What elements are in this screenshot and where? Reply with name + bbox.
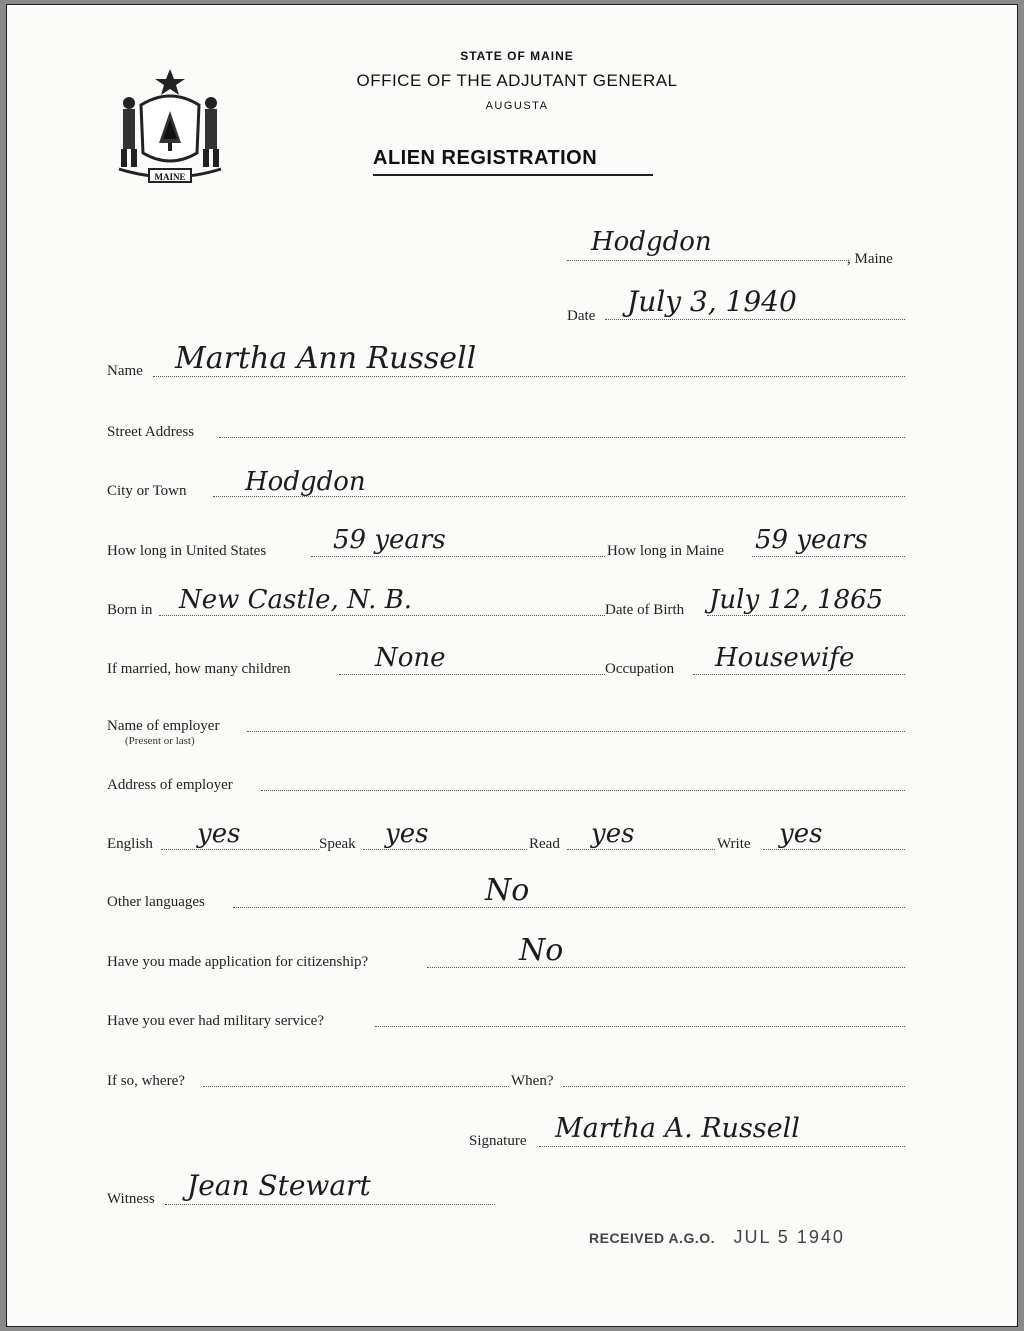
citizenship-line xyxy=(427,967,905,968)
city-heading: AUGUSTA xyxy=(485,100,549,112)
date-line xyxy=(605,319,905,320)
maine-state-seal xyxy=(111,65,229,185)
seal-lettering: MAINE xyxy=(154,172,186,182)
how-long-us-label: How long in United States xyxy=(107,543,267,559)
how-long-us-value: 59 years xyxy=(333,525,446,555)
date-label: Date xyxy=(567,308,596,324)
witness-line xyxy=(165,1204,495,1205)
occupation-value: Housewife xyxy=(715,643,855,673)
citizenship-value: No xyxy=(519,933,564,968)
speak-value: yes xyxy=(385,819,429,849)
read-line xyxy=(567,849,715,850)
employer-address-label: Address of employer xyxy=(107,777,233,793)
city-value: Hodgdon xyxy=(245,467,366,497)
born-in-value: New Castle, N. B. xyxy=(179,585,413,615)
speak-label: Speak xyxy=(319,836,356,852)
when-line xyxy=(563,1086,905,1087)
where-line xyxy=(203,1086,509,1087)
where-label: If so, where? xyxy=(107,1073,185,1089)
town-value: Hodgdon xyxy=(591,227,712,257)
witness-value: Jean Stewart xyxy=(187,1169,371,1202)
other-languages-value: No xyxy=(485,873,530,908)
speak-line xyxy=(363,849,527,850)
name-value: Martha Ann Russell xyxy=(175,341,477,376)
born-in-line xyxy=(159,615,605,616)
read-value: yes xyxy=(591,819,635,849)
read-label: Read xyxy=(529,836,560,852)
received-stamp xyxy=(589,1227,845,1248)
signature-line xyxy=(539,1146,905,1147)
office-heading: OFFICE OF THE ADJUTANT GENERAL xyxy=(356,71,678,90)
military-line xyxy=(375,1026,905,1027)
english-line xyxy=(161,849,319,850)
how-long-maine-label: How long in Maine xyxy=(607,543,725,559)
other-languages-line xyxy=(233,907,905,908)
military-label: Have you ever had military service? xyxy=(107,1013,324,1029)
children-value: None xyxy=(375,643,446,673)
street-label: Street Address xyxy=(107,424,195,440)
other-languages-label: Other languages xyxy=(107,894,205,910)
dob-line xyxy=(707,615,905,616)
title-underline xyxy=(373,174,653,176)
state-heading: STATE OF MAINE xyxy=(460,49,574,63)
name-line xyxy=(153,376,905,377)
maine-label: , Maine xyxy=(847,251,893,267)
received-stamp-date: JUL 5 1940 xyxy=(733,1227,845,1247)
employer-label: Name of employer xyxy=(107,718,220,734)
signature-value: Martha A. Russell xyxy=(555,1113,800,1144)
dob-value: July 12, 1865 xyxy=(709,585,884,615)
how-long-maine-value: 59 years xyxy=(755,525,868,555)
employer-sublabel: (Present or last) xyxy=(125,735,195,747)
employer-address-line xyxy=(261,790,905,791)
city-label: City or Town xyxy=(107,483,187,499)
write-line xyxy=(763,849,905,850)
children-label: If married, how many children xyxy=(107,661,291,677)
dob-label: Date of Birth xyxy=(605,602,685,618)
date-value: July 3, 1940 xyxy=(627,285,797,318)
received-stamp-text: RECEIVED A.G.O. xyxy=(589,1230,716,1246)
when-label: When? xyxy=(511,1073,554,1089)
citizenship-label: Have you made application for citizenship? xyxy=(107,954,369,970)
english-value: yes xyxy=(197,819,241,849)
how-long-us-line xyxy=(311,556,605,557)
street-line xyxy=(219,437,905,438)
occupation-line xyxy=(693,674,905,675)
signature-label: Signature xyxy=(469,1133,527,1149)
form-title: ALIEN REGISTRATION xyxy=(373,147,598,169)
employer-line xyxy=(247,731,905,732)
write-label: Write xyxy=(717,836,751,852)
registration-form xyxy=(6,4,1018,1327)
occupation-label: Occupation xyxy=(605,661,675,677)
english-label: English xyxy=(107,836,153,852)
write-value: yes xyxy=(779,819,823,849)
town-line xyxy=(567,260,849,261)
witness-label: Witness xyxy=(107,1191,155,1207)
name-label: Name xyxy=(107,363,143,379)
born-in-label: Born in xyxy=(107,602,153,618)
how-long-maine-line xyxy=(752,556,905,557)
children-line xyxy=(339,674,605,675)
